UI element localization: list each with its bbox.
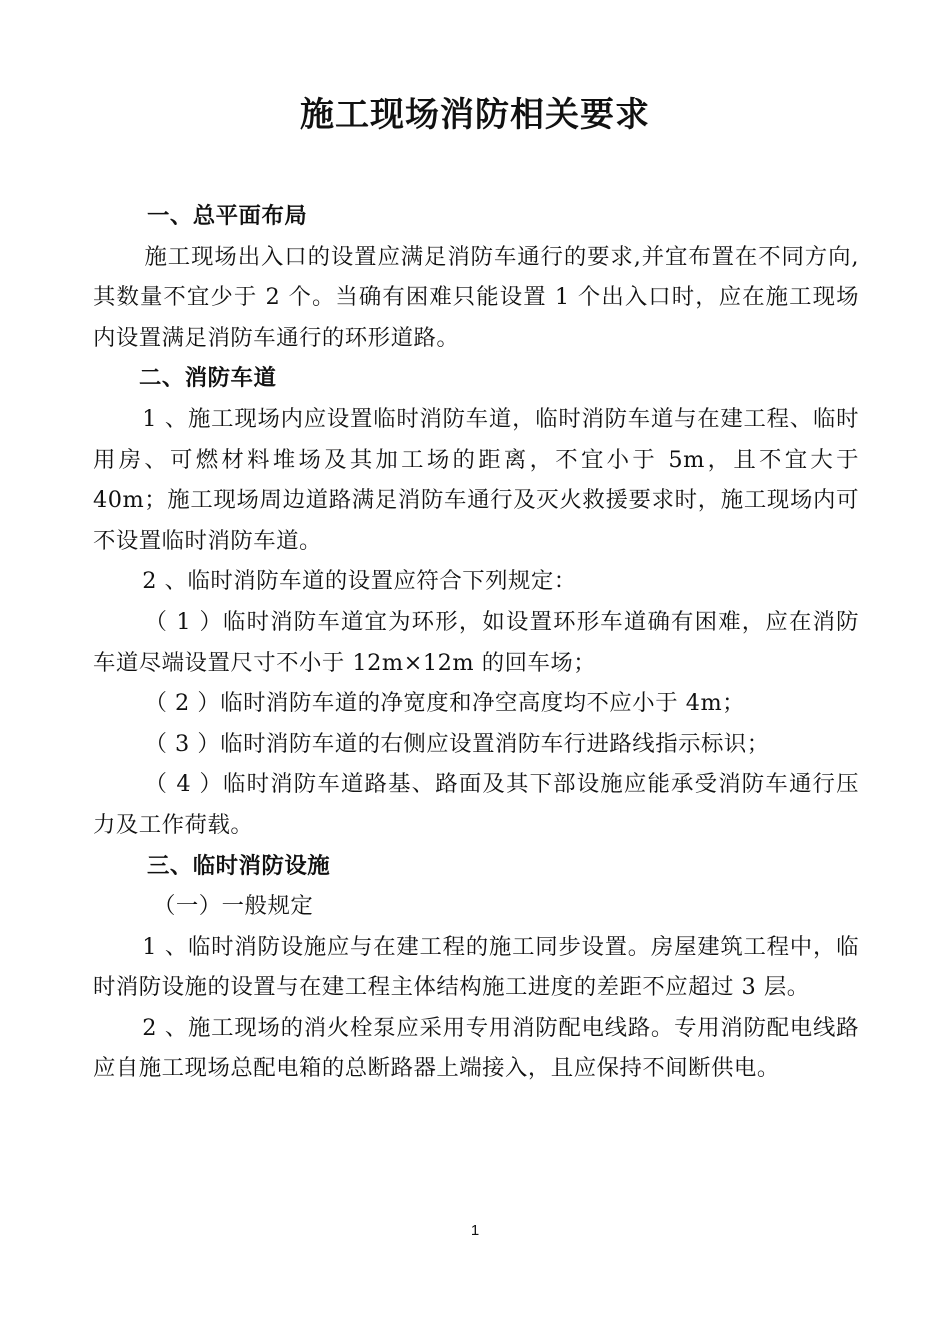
list-item: （ 3 ）临时消防车道的右侧应设置消防车行进路线指示标识； bbox=[144, 730, 770, 757]
page-title: 施工现场消防相关要求 bbox=[300, 95, 650, 135]
list-item: （ 4 ）临时消防车道路基、路面及其下部设施应能承受消防车通行压力及工作荷载。 bbox=[93, 771, 859, 838]
subsection-heading: （一）一般规定 bbox=[153, 893, 314, 920]
document-body bbox=[93, 196, 859, 1089]
section-heading-fire-lanes: 二、消防车道 bbox=[139, 365, 277, 392]
paragraph: 施工现场出入口的设置应满足消防车通行的要求,并宜布置在不同方向,其数量不宜少于 2 个。当确有困难只能设置 1 个出入口时，应在施工现场内设置满足消防车通行的环形道路。 bbox=[93, 243, 859, 351]
section-heading-layout: 一、总平面布局 bbox=[147, 203, 308, 229]
section-heading-fire-facilities: 三、临时消防设施 bbox=[147, 852, 331, 879]
paragraph: 1 、施工现场内应设置临时消防车道，临时消防车道与在建工程、临时用房、可燃材料堆场及其加工场的距离，不宜小于 5m，且不宜大于 40m；施工现场周边道路满足消防车通行及灭火救援要求时，施工现场内可不设置临时消防车道。 bbox=[93, 405, 859, 554]
paragraph: 2 、施工现场的消火栓泵应采用专用消防配电线路。专用消防配电线路应自施工现场总配电箱的总断路器上端接入，且应保持不间断供电。 bbox=[93, 1014, 859, 1082]
paragraph: 2 、临时消防车道的设置应符合下列规定： bbox=[142, 568, 577, 595]
list-item: （ 2 ）临时消防车道的净宽度和净空高度均不应小于 4m； bbox=[144, 690, 746, 717]
list-item: （ 1 ）临时消防车道宜为环形，如设置环形车道确有困难，应在消防车道尽端设置尺寸不小于 12m×12m 的回车场； bbox=[93, 608, 859, 676]
page-number: 1 bbox=[470, 1222, 480, 1239]
paragraph: 1 、临时消防设施应与在建工程的施工同步设置。房屋建筑工程中，临时消防设施的设置与在建工程主体结构施工进度的差距不应超过 3 层。 bbox=[93, 933, 859, 1001]
